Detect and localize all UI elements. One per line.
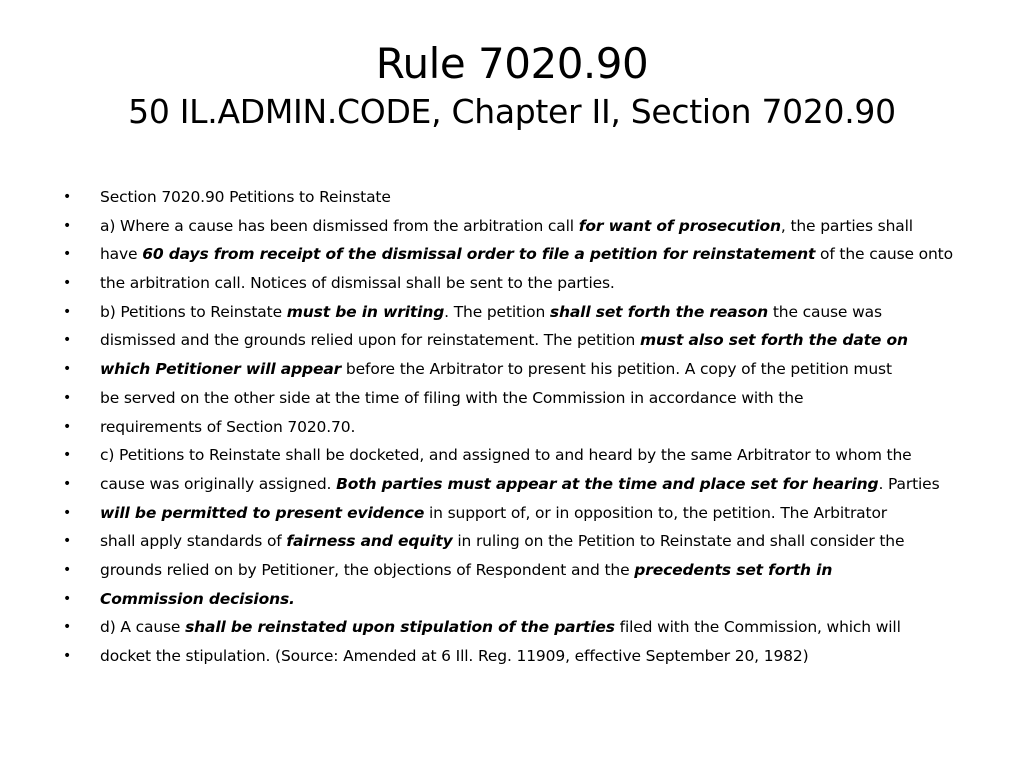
plain-text: be served on the other side at the time of filing with the Commission in accordance with the — [100, 388, 804, 407]
bullet-icon: • — [62, 332, 72, 349]
plain-text: have — [100, 245, 143, 264]
bullet-line — [60, 441, 1010, 470]
bullet-icon: • — [62, 275, 72, 292]
plain-text: in ruling on the Petition to Reinstate and shall consider the — [452, 532, 905, 551]
bullet-text — [100, 326, 908, 355]
slide-subtitle: 50 IL.ADMIN.CODE, Chapter II, Section 7020.90 — [128, 92, 896, 131]
bullet-line — [60, 527, 1010, 556]
bullet-icon: • — [62, 303, 72, 320]
bullet-icon: • — [62, 189, 72, 205]
bullet-text — [100, 556, 832, 585]
bullet-icon: • — [62, 648, 72, 664]
bullet-icon: • — [62, 389, 72, 406]
bullet-line — [60, 585, 1010, 614]
plain-text: Section 7020.90 Petitions to Reinstate — [100, 188, 391, 206]
bullet-text — [100, 298, 882, 327]
bullet-text — [100, 642, 808, 671]
bullet-icon: • — [62, 504, 72, 521]
emphasized-text: Both parties must appear at the time and place set for hearing — [336, 474, 879, 493]
bullet-icon: • — [62, 590, 72, 607]
bullet-text — [100, 183, 391, 212]
bullet-text — [100, 470, 940, 499]
bullet-icon: • — [62, 619, 72, 636]
bullet-line — [60, 556, 1010, 585]
plain-text: cause was originally assigned. — [100, 474, 337, 493]
bullet-text — [100, 499, 887, 528]
plain-text: b) Petitions to Reinstate — [100, 302, 287, 321]
bullet-line — [60, 240, 1010, 269]
bullet-icon: • — [62, 361, 72, 378]
bullet-line — [60, 413, 1010, 442]
plain-text: before the Arbitrator to present his petition. A copy of the petition must — [341, 360, 892, 379]
bullet-line — [60, 470, 1010, 499]
bullet-list — [60, 183, 1010, 671]
bullet-text — [100, 355, 892, 384]
bullet-line — [60, 384, 1010, 413]
plain-text: c) Petitions to Reinstate shall be docketed, and assigned to and heard by the same Arbitrator to whom the — [100, 446, 912, 465]
bullet-line — [60, 212, 1010, 241]
emphasized-text: shall set forth the reason — [549, 302, 769, 321]
bullet-text — [100, 384, 803, 413]
bullet-line — [60, 326, 1010, 355]
plain-text: dismissed and the grounds relied upon for reinstatement. The petition — [100, 331, 640, 350]
bullet-text — [100, 527, 904, 556]
plain-text: grounds relied on by Petitioner, the objections of Respondent and the — [100, 560, 635, 579]
bullet-text — [100, 441, 912, 470]
plain-text: filed with the Commission, which will — [614, 618, 901, 637]
plain-text: docket the stipulation. (Source: Amended at 6 Ill. Reg. 11909, effective September 20, 1982) — [100, 647, 809, 665]
plain-text: . Parties — [878, 474, 940, 493]
emphasized-text: shall be reinstated upon stipulation of the parties — [185, 618, 615, 637]
plain-text: a) Where a cause has been dismissed from the arbitration call — [100, 216, 579, 235]
bullet-text — [100, 613, 901, 642]
bullet-line — [60, 613, 1010, 642]
bullet-line — [60, 499, 1010, 528]
bullet-text — [100, 585, 295, 614]
bullet-icon: • — [62, 533, 72, 550]
bullet-line — [60, 355, 1010, 384]
plain-text: . The petition — [444, 302, 550, 321]
plain-text: in support of, or in opposition to, the petition. The Arbitrator — [424, 503, 888, 522]
emphasized-text: fairness and equity — [286, 532, 453, 551]
bullet-line — [60, 183, 1010, 212]
bullet-icon: • — [62, 447, 72, 464]
plain-text: the cause was — [768, 302, 882, 321]
slide-title: Rule 7020.90 — [375, 39, 649, 88]
plain-text: , the parties shall — [780, 216, 913, 235]
emphasized-text: must be in writing — [286, 302, 445, 321]
bullet-icon: • — [62, 246, 72, 263]
bullet-text — [100, 269, 615, 298]
bullet-icon: • — [62, 561, 72, 578]
plain-text: d) A cause — [100, 618, 186, 637]
plain-text: requirements of Section 7020.70. — [100, 417, 356, 436]
bullet-icon: • — [62, 475, 72, 492]
bullet-icon: • — [62, 418, 72, 435]
plain-text: of the cause onto — [815, 245, 953, 264]
emphasized-text: must also set forth the date on — [639, 331, 908, 350]
bullet-text — [100, 212, 913, 241]
plain-text: the arbitration call. Notices of dismissal shall be sent to the parties. — [100, 274, 615, 293]
bullet-text — [100, 413, 355, 442]
emphasized-text: 60 days from receipt of the dismissal order to file a petition for reinstatement — [142, 245, 816, 264]
emphasized-text: which Petitioner will appear — [100, 360, 342, 379]
emphasized-text: Commission decisions. — [100, 589, 295, 608]
emphasized-text: precedents set forth in — [634, 560, 833, 579]
title-block — [0, 38, 1024, 134]
bullet-text — [100, 240, 953, 269]
bullet-line — [60, 298, 1010, 327]
bullet-line — [60, 642, 1010, 671]
plain-text: shall apply standards of — [100, 532, 287, 551]
emphasized-text: will be permitted to present evidence — [100, 503, 425, 522]
bullet-icon: • — [62, 217, 72, 234]
emphasized-text: for want of prosecution — [578, 216, 781, 235]
bullet-line — [60, 269, 1010, 298]
